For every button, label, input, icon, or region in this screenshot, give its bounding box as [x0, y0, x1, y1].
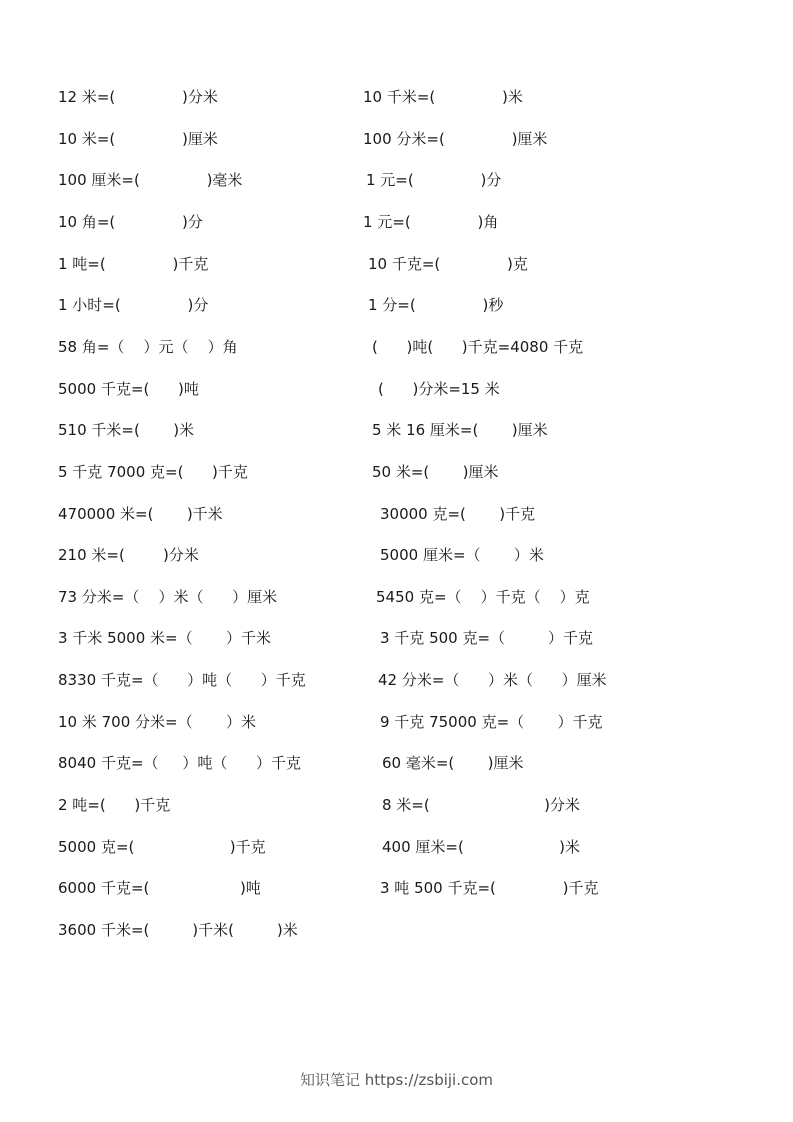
problem-row — [0, 460, 793, 484]
problem-left: 58 角=（ ）元（ ）角 — [58, 337, 238, 356]
problem-left: 3 千米 5000 米=（ ）千米 — [58, 629, 271, 648]
problem-right: 400 厘米=( )米 — [382, 837, 581, 856]
problem-left: 5000 千克=( )吨 — [58, 379, 199, 398]
problem-row — [0, 835, 793, 859]
problem-right: 10 千米=( )米 — [363, 88, 523, 106]
problem-right: 5 米 16 厘米=( )厘米 — [372, 421, 548, 440]
problem-left: 1 小时=( )分 — [58, 296, 209, 315]
problem-right: 100 分米=( )厘米 — [363, 129, 548, 148]
problem-left: 73 分米=（ ）米（ ）厘米 — [58, 587, 278, 606]
problem-row — [0, 210, 793, 234]
problem-left: 10 米 700 分米=（ ）米 — [58, 712, 256, 731]
problem-left: 1 吨=( )千克 — [58, 254, 209, 273]
problem-left: 5 千克 7000 克=( )千克 — [58, 462, 248, 481]
problem-right: ( )吨( )千克=4080 千克 — [372, 337, 584, 356]
problem-right: 10 千克=( )克 — [368, 254, 528, 273]
problem-row — [0, 751, 793, 775]
problem-row — [0, 377, 793, 401]
problem-right: ( )分米=15 米 — [378, 379, 500, 398]
problem-left: 10 米=( )厘米 — [58, 129, 218, 148]
problem-left: 8330 千克=（ ）吨（ ）千克 — [58, 671, 306, 690]
problem-row — [0, 85, 793, 109]
problem-row — [0, 918, 793, 942]
problem-row — [0, 668, 793, 692]
problem-right: 3 千克 500 克=（ ）千克 — [380, 629, 593, 648]
problem-right: 1 分=( )秒 — [368, 296, 504, 315]
problem-row — [0, 127, 793, 151]
problem-right: 8 米=( )分米 — [382, 796, 581, 814]
problem-left: 510 千米=( )米 — [58, 421, 195, 440]
problem-row — [0, 585, 793, 609]
footer-watermark: 知识笔记 https://zsbiji.com — [299, 1071, 494, 1089]
problem-left: 8040 千克=（ ）吨（ ）千克 — [58, 754, 301, 773]
problem-row — [0, 418, 793, 442]
problem-right: 1 元=( )分 — [366, 171, 502, 190]
problem-left: 210 米=( )分米 — [58, 546, 199, 565]
problem-right: 5000 厘米=（ ）米 — [380, 546, 544, 565]
problem-right: 42 分米=（ ）米（ ）厘米 — [378, 671, 607, 690]
problem-row — [0, 710, 793, 734]
problem-row — [0, 168, 793, 192]
problem-left: 5000 克=( )千克 — [58, 837, 266, 856]
problem-row — [0, 543, 793, 567]
problem-right: 60 毫米=( )厘米 — [382, 754, 524, 773]
problem-left: 6000 千克=( )吨 — [58, 879, 261, 898]
problem-left: 100 厘米=( )毫米 — [58, 171, 243, 190]
problem-left: 3600 千米=( )千米( )米 — [58, 921, 298, 939]
problem-row — [0, 793, 793, 817]
problem-left: 12 米=( )分米 — [58, 88, 218, 106]
problem-right: 50 米=( )厘米 — [372, 462, 499, 481]
problem-row — [0, 876, 793, 900]
problem-right: 5450 克=（ ）千克（ ）克 — [376, 587, 590, 606]
problem-row — [0, 293, 793, 317]
problem-right: 1 元=( )角 — [363, 212, 499, 231]
problem-row — [0, 502, 793, 526]
problem-right: 30000 克=( )千克 — [380, 504, 536, 523]
problem-right: 3 吨 500 千克=( )千克 — [380, 879, 599, 898]
problem-row — [0, 335, 793, 359]
problem-left: 470000 米=( )千米 — [58, 504, 223, 523]
problem-left: 10 角=( )分 — [58, 212, 203, 231]
problem-row — [0, 252, 793, 276]
problem-right: 9 千克 75000 克=（ ）千克 — [380, 712, 603, 731]
problem-row — [0, 626, 793, 650]
problem-left: 2 吨=( )千克 — [58, 796, 171, 814]
